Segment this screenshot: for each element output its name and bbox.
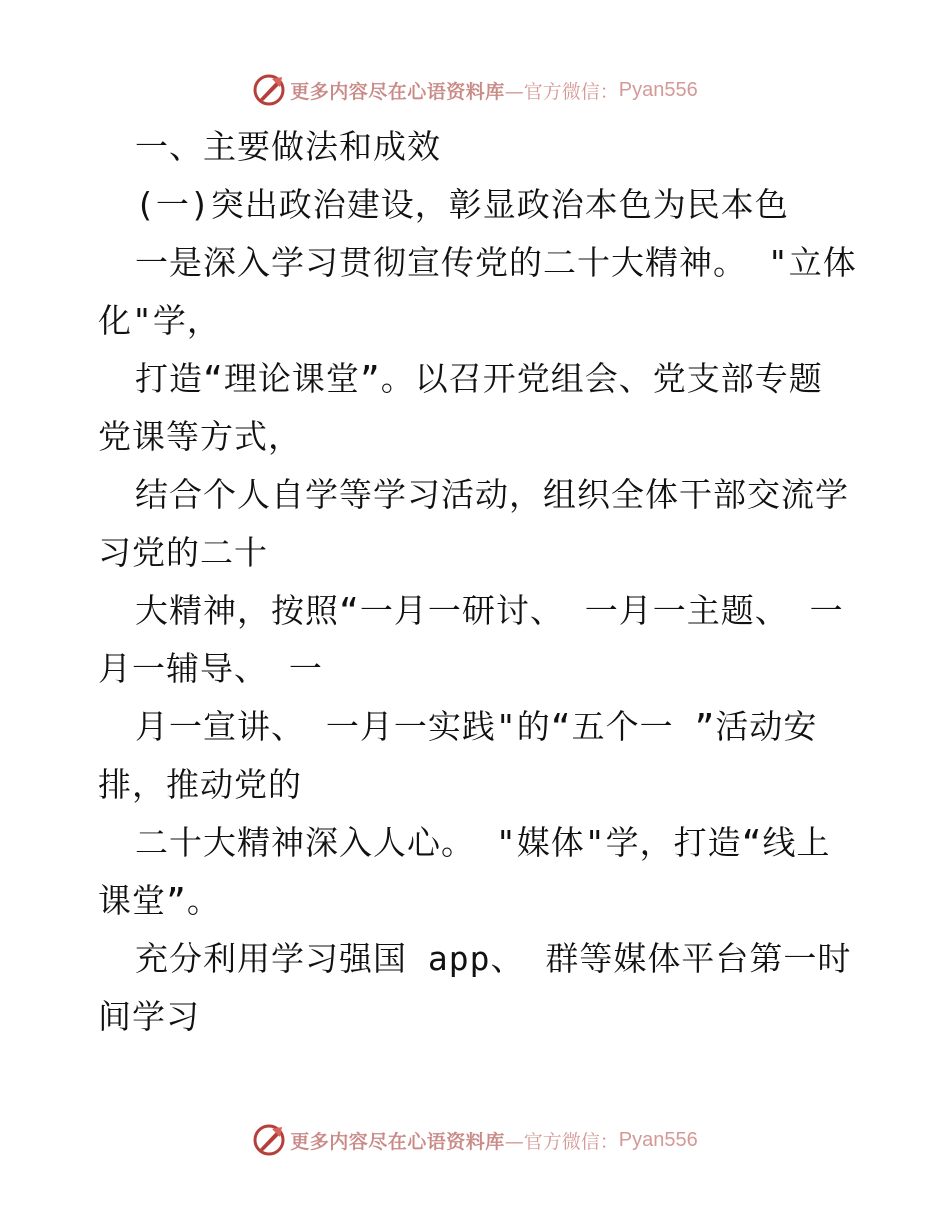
paragraph-line: 排，推动党的 — [98, 765, 302, 804]
footer-banner — [0, 1120, 950, 1160]
banner-separator-text: —官方微信： — [504, 80, 619, 103]
header-banner — [0, 70, 950, 110]
subsection-heading: (一)突出政治建设，彰显政治本色为民本色 — [135, 185, 789, 224]
paragraph-line: 打造“理论课堂”。以召开党组会、党支部专题 — [135, 359, 823, 398]
banner-brand-text: 更多内容尽在心语资料库 — [290, 1130, 505, 1153]
paragraph-line: 月一宣讲、 一月一实践"的“五个一 ”活动安 — [135, 707, 818, 746]
paragraph-line: 间学习 — [98, 997, 200, 1036]
paragraph-line: 大精神，按照“一月一研讨、 一月一主题、 一 — [135, 591, 844, 630]
paragraph-line: 月一辅导、 一 — [98, 649, 323, 688]
paragraph-line: 结合个人自学等学习活动，组织全体干部交流学 — [135, 475, 849, 514]
paragraph-line: 化"学， — [98, 301, 221, 340]
quill-pen-logo-icon — [252, 1123, 286, 1157]
paragraph-line: 党课等方式， — [98, 417, 302, 456]
banner-wechat-id: Pyan556 — [618, 78, 698, 101]
banner-brand-text: 更多内容尽在心语资料库 — [290, 80, 505, 103]
paragraph-line: 充分利用学习强国 app、 群等媒体平台第一时 — [135, 939, 852, 978]
banner-separator-text: —官方微信： — [504, 1130, 619, 1153]
section-heading: 一、主要做法和成效 — [135, 127, 441, 166]
paragraph-line: 一是深入学习贯彻宣传党的二十大精神。 "立体 — [135, 243, 857, 282]
paragraph-line: 课堂”。 — [98, 881, 221, 920]
quill-pen-logo-icon — [252, 73, 286, 107]
paragraph-line: 习党的二十 — [98, 533, 268, 572]
banner-wechat-id: Pyan556 — [618, 1128, 698, 1151]
paragraph-line: 二十大精神深入人心。 "媒体"学，打造“线上 — [135, 823, 831, 862]
document-body — [98, 118, 858, 1046]
